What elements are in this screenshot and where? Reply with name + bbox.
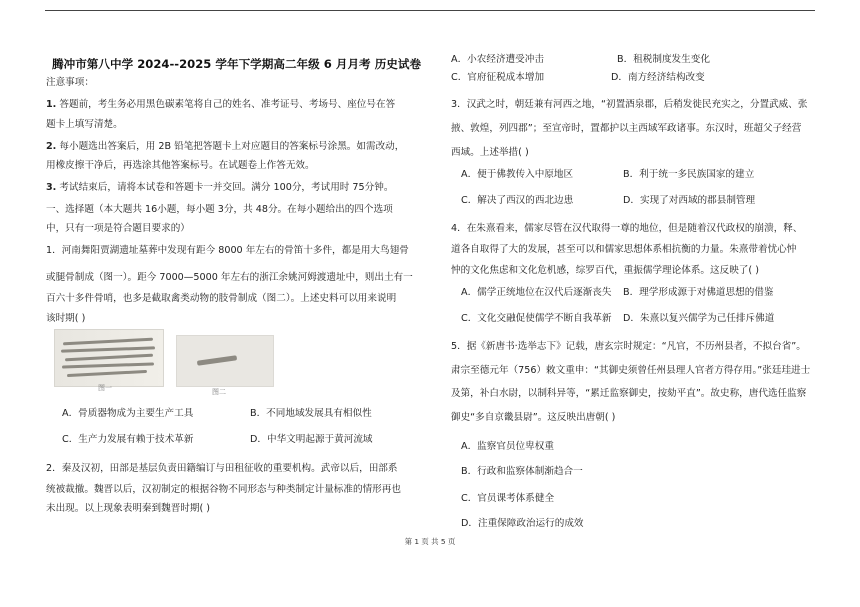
q3-option-b[interactable]: B．利于统一多民族国家的建立 xyxy=(623,169,755,180)
q2-line-2: 统被裁撤。魏晋以后，汉初制定的根据谷物不同形态与种类制定计量标准的情形再也 xyxy=(46,484,401,495)
q5-line-1: 5．据《新唐书·选举志下》记载，唐玄宗时规定：“凡官，不历州县者，不拟台省”。 xyxy=(451,341,806,352)
q4-line-3: 忡的文化焦虑和文化危机感，综罗百代，重振儒学理论体系。这反映了( ) xyxy=(451,265,759,276)
q3-option-c[interactable]: C．解决了西汉的西北边患 xyxy=(461,195,574,206)
q1-figures xyxy=(54,329,276,399)
q3-line-1: 3．汉武之时，朝廷兼有河西之地，“初置酒泉郡，后稍发徙民充实之，分置武威、张 xyxy=(451,99,808,110)
q2-line-1: 2．秦及汉初，田部是基层负责田籍编订与田租征收的重要机构。武帝以后，田部系 xyxy=(46,463,398,474)
q3-option-a[interactable]: A．便于佛教传入中原地区 xyxy=(461,169,574,180)
q5-option-b[interactable]: B．行政和监察体制渐趋合一 xyxy=(461,466,583,477)
q4-line-2: 道各自取得了大的发展，甚至可以和儒家思想体系相抗衡的力量。朱熹带着忧心忡 xyxy=(451,244,797,255)
notice-item-1-cont: 题卡上填写清楚。 xyxy=(46,119,123,130)
page-footer: 第 1 页 共 5 页 xyxy=(404,537,456,546)
q3-line-2: 掖、敦煌，列四郡”；至宣帝时，置都护以主西域军政诸事。东汉时，班超父子经营 xyxy=(451,123,802,134)
section-heading: 一、选择题（本大题共 16小题，每小题 3分，共 48分。在每小题给出的四个选项 xyxy=(46,204,393,215)
notice-item-1: 1. 答题前，考生务必用黑色碳素笔将自己的姓名、准考证号、考场号、座位号在答 xyxy=(46,99,396,110)
q2-option-b[interactable]: B．租税制度发生变化 xyxy=(617,54,710,65)
q4-option-b[interactable]: B．理学形成源于对佛道思想的借鉴 xyxy=(623,287,774,298)
q5-option-c[interactable]: C．官员课考体系健全 xyxy=(461,493,555,504)
notice-heading: 注意事项： xyxy=(46,77,94,88)
bone-whistle-image xyxy=(176,335,274,387)
q3-line-3: 西域。上述举措( ) xyxy=(451,147,529,158)
notice-item-3: 3. 考试结束后，请将本试卷和答题卡一并交回。满分 100分，考试用时 75分钟。 xyxy=(46,182,394,193)
notice-item-2: 2. 每小题选出答案后，用 2B 铅笔把答题卡上对应题目的答案标号涂黑。如需改动， xyxy=(46,141,405,152)
q1-option-b[interactable]: B．不同地域发展具有相似性 xyxy=(250,408,372,419)
q5-option-a[interactable]: A．监察官员位卑权重 xyxy=(461,441,554,452)
bone-flute-image xyxy=(54,329,164,387)
q2-option-a[interactable]: A．小农经济遭受冲击 xyxy=(451,54,544,65)
section-heading-cont: 中，只有一项是符合题目要求的） xyxy=(46,223,190,234)
q1-line-2: 或腿骨制成（图一）。距今 7000—5000 年左右的浙江余姚河姆渡遗址中，则出土有一 xyxy=(46,272,413,283)
q5-line-3: 及第，补白水尉，以制科异等，“累迁监察御史，按劾平直”。故史称，唐代选任监察 xyxy=(451,388,807,399)
q1-option-d[interactable]: D．中华文明起源于黄河流域 xyxy=(250,434,373,445)
top-rule xyxy=(45,10,815,11)
q5-line-2: 肃宗至德元年（756）敕文重申：“其御史须曾任州县理人官者方得存用。”张廷珪进士 xyxy=(451,365,811,376)
q4-option-d[interactable]: D．朱熹以复兴儒学为己任排斥佛道 xyxy=(623,313,775,324)
q5-option-d[interactable]: D．注重保障政治运行的成效 xyxy=(461,518,584,529)
q1-line-4: 该时期( ) xyxy=(46,313,86,324)
q2-option-c[interactable]: C．官府征税成本增加 xyxy=(451,72,545,83)
q1-line-3: 百六十多件骨哨，也多是截取禽类动物的肢骨制成（图二）。上述史料可以用来说明 xyxy=(46,293,397,304)
q1-option-a[interactable]: A．骨质器物成为主要生产工具 xyxy=(62,408,194,419)
q4-line-1: 4．在朱熹看来，儒家尽管在汉代取得一尊的地位，但是随着汉代政权的崩溃，释、 xyxy=(451,223,803,234)
q5-line-4: 御史“多自京畿县尉”。这反映出唐朝( ) xyxy=(451,412,616,423)
q2-option-d[interactable]: D．南方经济结构改变 xyxy=(611,72,705,83)
q4-option-c[interactable]: C．文化交融促使儒学不断自我革新 xyxy=(461,313,612,324)
figure-2-caption: 图二 xyxy=(212,388,226,396)
q3-option-d[interactable]: D．实现了对西域的郡县制管理 xyxy=(623,195,756,206)
figure-1-caption: 图一 xyxy=(98,384,112,392)
exam-title: 腾冲市第八中学 2024--2025 学年下学期高二年级 6 月月考 历史试卷 xyxy=(52,57,422,71)
q1-option-c[interactable]: C．生产力发展有赖于技术革新 xyxy=(62,434,194,445)
q4-option-a[interactable]: A．儒学正统地位在汉代后逐渐丧失 xyxy=(461,287,612,298)
notice-item-2-cont: 用橡皮擦干净后，再选涂其他答案标号。在试题卷上作答无效。 xyxy=(46,160,315,171)
q2-line-3: 未出现。以上现象表明秦到魏晋时期( ) xyxy=(46,503,211,514)
q1-line-1: 1．河南舞阳贾湖遗址墓葬中发现有距今 8000 年左右的骨笛十多件，都是用大鸟翅骨 xyxy=(46,245,409,256)
